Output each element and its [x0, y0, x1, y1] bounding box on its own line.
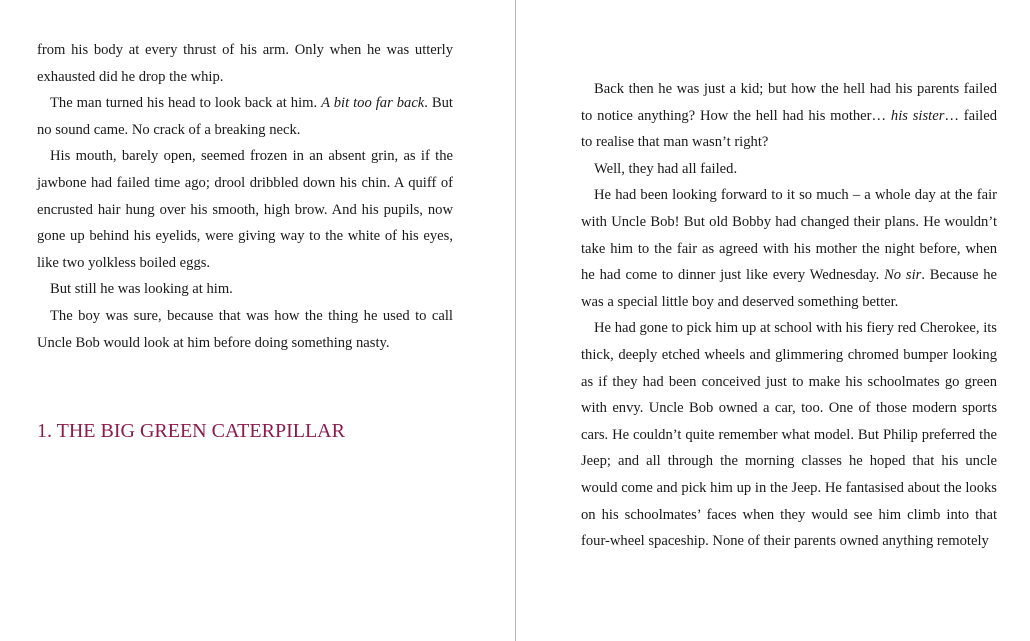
text-run: Back then he was just a kid; but how the hell had his parents failed to notice anything? How the hell had his mother…: [581, 81, 997, 124]
paragraph: [581, 156, 997, 183]
text-run: The boy was sure, because that was how the thing he used to call Uncle Bob would look at him before doing something nasty.: [37, 307, 453, 351]
italic-text: A bit too far back: [321, 95, 425, 112]
right-page: [517, 0, 1030, 641]
right-page-text: [581, 76, 997, 555]
text-run: His mouth, barely open, seemed frozen in an absent grin, as if the jawbone had failed time ago; drool dribbled down his chin. A quiff of encrusted hair hung over his smooth, high brow. And his pupils, now gone up behind his eyelids, were giving way to the white of his eyes, like two yolkless boiled eggs.: [37, 148, 453, 271]
page-divider: [515, 0, 516, 641]
text-run: But still he was looking at him.: [50, 281, 233, 298]
text-run: He had been looking forward to it so much – a whole day at the fair with Uncle Bob! But old Bobby had changed their plans. He wouldn’t take him to the fair as agreed with his mother the night before, when he had come to dinner just like every Wednesday.: [581, 187, 997, 284]
text-run: . But no sound came. No crack of a breaking neck.: [37, 95, 453, 138]
text-run: He had gone to pick him up at school with his fiery red Cherokee, its thick, deeply etched wheels and glimmering chromed bumper looking as if they had been conceived just to make his schoolmates go green with envy. Uncle Bob owned a car, too. One of those modern sports cars. He couldn’t quite remember what model. But Philip preferred the Jeep; and all through the morning classes he hoped that his uncle would come and pick him up in the Jeep. He fantasised about the looks on his schoolmates’ faces when they would see him climb into that four-wheel spaceship. None of their parents owned anything remotely: [581, 320, 997, 550]
paragraph: [37, 276, 453, 303]
paragraph: [37, 90, 453, 143]
text-run: from his body at every thrust of his arm. Only when he was utterly exhausted did he drop the whip.: [37, 42, 453, 85]
paragraph: [37, 303, 453, 356]
italic-text: his sister: [890, 107, 945, 124]
text-run: Well, they had all failed.: [594, 160, 738, 177]
text-run: The man turned his head to look back at him.: [50, 95, 322, 112]
paragraph: [581, 182, 997, 315]
text-run: … failed to realise that man wasn’t right?: [581, 107, 998, 151]
chapter-heading: 1. THE BIG GREEN CATERPILLAR: [37, 420, 345, 442]
paragraph: [37, 37, 453, 90]
left-page-text: [37, 37, 453, 356]
text-run: . Because he was a special little boy and deserved something better.: [581, 267, 998, 310]
paragraph: [581, 315, 997, 554]
paragraph: [37, 143, 453, 276]
paragraph: [581, 76, 997, 156]
italic-text: No sir: [884, 267, 922, 284]
